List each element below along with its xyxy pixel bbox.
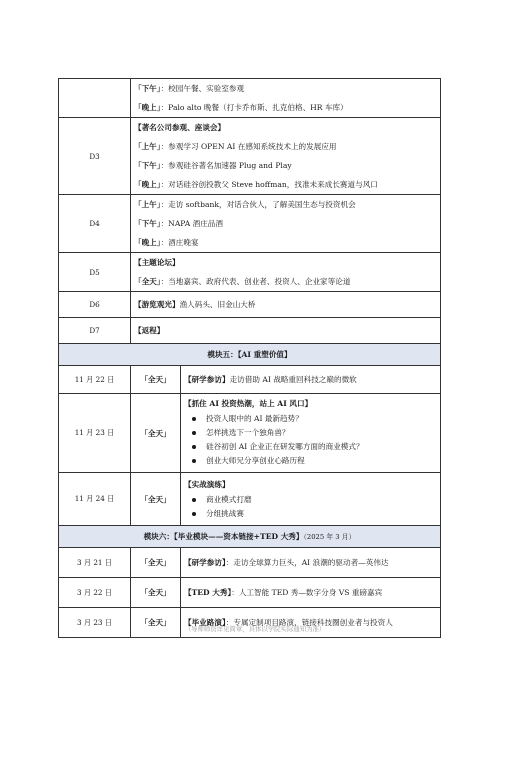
bullet-icon bbox=[192, 431, 196, 435]
activity-text: ：参观硅谷著名加速器 Plug and Play bbox=[160, 161, 292, 170]
time-label: 「下午」 bbox=[134, 219, 161, 228]
time-label: 「上午」 bbox=[134, 200, 161, 209]
day-cell-d6: D6 bbox=[59, 292, 131, 318]
module-subtitle: （2025 年 3 月） bbox=[303, 533, 356, 541]
activity-cell bbox=[181, 608, 441, 638]
list-item: 怎样挑选下一个独角兽？ bbox=[186, 426, 437, 440]
section-label: 【研学参访】 bbox=[184, 558, 226, 567]
activity-text: ：专属定制项目路演，链接科技圈创业者与投资人 bbox=[225, 618, 393, 627]
section-heading: 【抓住 AI 投资热潮，站上 AI 风口】 bbox=[184, 399, 313, 408]
time-cell: 「全天」 bbox=[131, 394, 181, 473]
list-item: 投资人眼中的 AI 最新趋势？ bbox=[186, 412, 437, 426]
module-title: 模块五：【AI 重塑价值】 bbox=[59, 344, 441, 366]
bullet-icon bbox=[192, 459, 196, 463]
activity-cell bbox=[181, 394, 441, 473]
table-row-mar22 bbox=[59, 578, 441, 608]
date-cell: 11 月 23 日 bbox=[59, 394, 131, 473]
list-item: 商业模式打磨 bbox=[186, 493, 437, 507]
date-cell: 11 月 24 日 bbox=[59, 473, 131, 526]
table-row-nov24 bbox=[59, 473, 441, 526]
section-heading: 【实战演练】 bbox=[184, 480, 230, 489]
date-cell: 3 月 21 日 bbox=[59, 548, 131, 578]
activity-text: 走访借助 AI 战略重回科技之巅的微软 bbox=[229, 375, 357, 384]
activity-text: 渔人码头、旧金山大桥 bbox=[179, 300, 256, 309]
table-row-d4 bbox=[59, 195, 441, 253]
table-row-mar23 bbox=[59, 608, 441, 638]
day-content-d7 bbox=[131, 318, 441, 344]
date-cell: 11 月 22 日 bbox=[59, 366, 131, 394]
day-content-d4 bbox=[131, 195, 441, 253]
section-label: 【游览观光】 bbox=[134, 300, 180, 309]
table-row-nov22 bbox=[59, 366, 441, 394]
activity-text: ：NAPA 酒庄品酒 bbox=[160, 219, 223, 228]
schedule-table bbox=[58, 78, 441, 638]
date-cell: 3 月 22 日 bbox=[59, 578, 131, 608]
section-label: 【毕业路演】 bbox=[184, 618, 226, 627]
day-content-d6 bbox=[131, 292, 441, 318]
table-row-d6 bbox=[59, 292, 441, 318]
day-cell-d3: D3 bbox=[59, 118, 131, 195]
time-label: 「上午」 bbox=[134, 142, 161, 151]
day-cell-d7: D7 bbox=[59, 318, 131, 344]
activity-text: ：对话硅谷创投教父 Steve hoffman，找准未来成长赛道与风口 bbox=[160, 180, 378, 189]
time-label: 「下午」 bbox=[134, 84, 161, 93]
list-item: 创业大师兄分享创业心路历程 bbox=[186, 454, 437, 468]
section-heading: 【著名公司参观、座谈会】 bbox=[134, 123, 226, 132]
day-content-d2 bbox=[131, 79, 441, 118]
bullet-list bbox=[184, 493, 437, 521]
table-row-d3 bbox=[59, 118, 441, 195]
module-header-6 bbox=[59, 526, 441, 548]
time-label: 「下午」 bbox=[134, 161, 161, 170]
table-row-d2 bbox=[59, 79, 441, 118]
time-cell: 「全天」 bbox=[131, 578, 181, 608]
table-row-mar21 bbox=[59, 548, 441, 578]
activity-cell bbox=[181, 548, 441, 578]
section-label: 【返程】 bbox=[134, 326, 165, 335]
day-cell-d2 bbox=[59, 79, 131, 118]
bullet-icon bbox=[192, 498, 196, 502]
activity-cell bbox=[181, 366, 441, 394]
bullet-icon bbox=[192, 512, 196, 516]
activity-text: ：酒庄晚宴 bbox=[160, 238, 199, 247]
bullet-icon bbox=[192, 445, 196, 449]
time-cell: 「全天」 bbox=[131, 366, 181, 394]
table-row-d7 bbox=[59, 318, 441, 344]
section-heading: 【主题论坛】 bbox=[134, 258, 180, 267]
activity-text: ：人工智能 TED 秀—数字分身 VS 重磅嘉宾 bbox=[231, 588, 383, 597]
bullet-list bbox=[184, 412, 437, 468]
activity-text: ：走访 softbank，对话合伙人，了解美国生态与投资机会 bbox=[160, 200, 356, 209]
bullet-icon bbox=[192, 417, 196, 421]
table-row-d5 bbox=[59, 253, 441, 292]
list-item: 分组挑战赛 bbox=[186, 507, 437, 521]
activity-cell bbox=[181, 473, 441, 526]
time-label: 「全天」 bbox=[134, 277, 161, 286]
activity-text: ：Palo alto 晚餐（打卡乔布斯、扎克伯格、HR 车库） bbox=[160, 103, 348, 112]
day-cell-d4: D4 bbox=[59, 195, 131, 253]
time-label: 「晚上」 bbox=[134, 180, 161, 189]
day-content-d5 bbox=[131, 253, 441, 292]
activity-text: ：校园午餐、实验室参观 bbox=[160, 84, 245, 93]
module-header-5 bbox=[59, 344, 441, 366]
module-title: 模块六：【毕业模块——资本链接+TED 大秀】（2025 年 3 月） bbox=[59, 526, 441, 548]
time-label: 「晚上」 bbox=[134, 103, 161, 112]
table-row-nov23 bbox=[59, 394, 441, 473]
time-cell: 「全天」 bbox=[131, 548, 181, 578]
day-cell-d5: D5 bbox=[59, 253, 131, 292]
section-label: 【TED 大秀】 bbox=[184, 588, 232, 597]
section-label: 【研学参访】 bbox=[184, 375, 230, 384]
activity-text: ：当地嘉宾、政府代表、创业者、投资人、企业家等论道 bbox=[160, 277, 351, 286]
time-cell: 「全天」 bbox=[131, 608, 181, 638]
day-content-d3 bbox=[131, 118, 441, 195]
footnote: （导师师资详见简章，具体以学院实际通知为准） bbox=[184, 625, 326, 633]
activity-text: ：参观学习 OPEN AI 在感知系统技术上的发展应用 bbox=[160, 142, 337, 151]
activity-text: ：走访全球算力巨头，AI 浪潮的驱动者—英伟达 bbox=[225, 558, 389, 567]
time-cell: 「全天」 bbox=[131, 473, 181, 526]
time-label: 「晚上」 bbox=[134, 238, 161, 247]
date-cell: 3 月 23 日 bbox=[59, 608, 131, 638]
list-item: 硅谷初创 AI 企业正在研发哪方面的商业模式？ bbox=[186, 440, 437, 454]
activity-cell bbox=[181, 578, 441, 608]
